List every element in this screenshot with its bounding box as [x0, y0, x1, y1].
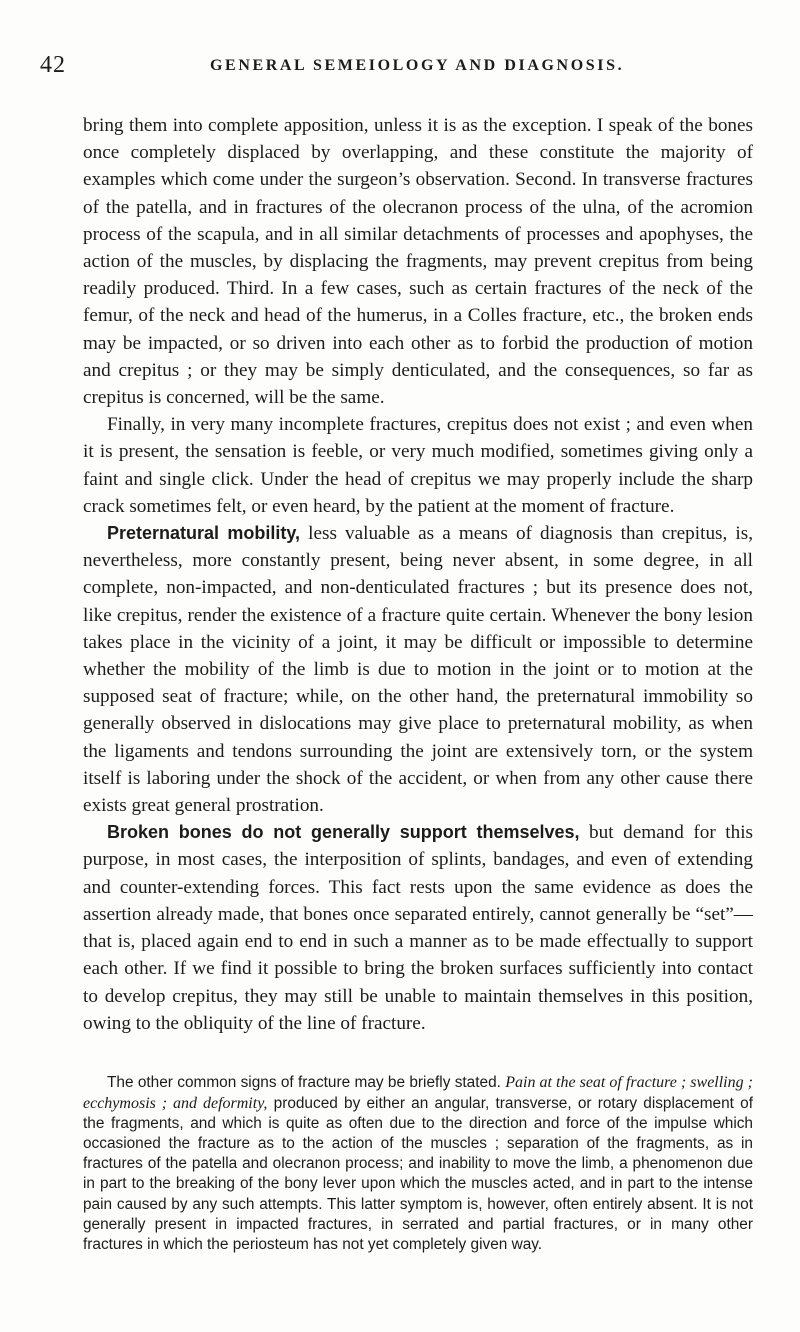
- paragraph-broken-bones: [83, 819, 753, 1037]
- note-text: produced by either an angular, transverse, or rotary displacement of the fragments, and which is quite as often due to the direction and force of the impulse which occasioned the fracture as to the action of the muscles ; separation of the fragments, as in fractures of the patella and olecranon process; and inability to move the limb, a phenomenon due in part to the breaking of the bony lever upon which the muscles acted, and in part to the intense pain caused by any such attempts. This latter symptom is, however, often entirely absent. It is not generally present in impacted fractures, in serrated and partial fractures, or in many other fractures in which the periosteum has not yet completely given way.: [83, 1094, 753, 1254]
- running-head: GENERAL SEMEIOLOGY AND DIAGNOSIS.: [210, 57, 625, 74]
- paragraph-continuation: bring them into complete apposition, unless it is as the exception. I speak of the bones once completely displaced by overlapping, and these constitute the majority of examples which come under the surgeon’s observation. Second. In transverse fractures of the patella, and in fractures of the olecranon process of the ulna, of the acromion process of the scapula, and in all similar detachments of processes and apophyses, the action of the muscles, by displacing the fragments, may prevent crepitus from being readily produced. Third. In a few cases, such as certain fractures of the neck of the femur, of the neck and head of the humerus, in a Colles fracture, etc., the broken ends may be impacted, or so driven into each other as to forbid the production of motion and crepitus ; or they may be simply denticulated, and the consequences, so far as crepitus is concerned, will be the same.: [83, 115, 753, 409]
- paragraph-preternatural-mobility: [83, 520, 753, 819]
- page-header: [40, 52, 760, 82]
- paragraph-text: less valuable as a means of diagnosis than crepitus, is, nevertheless, more constantly present, being never absent, in some degree, in all complete, non-impacted, and non-denticulated fractures ; but its presence does not, like crepitus, render the existence of a fracture quite certain. Whenever the bony lesion takes place in the vicinity of a joint, it may be difficult or impossible to determine whether the mobility of the limb is due to motion in the joint or to motion at the supposed seat of fracture; while, on the other hand, the preternatural immobility so generally observed in dislocations may give place to preternatural mobility, as when the ligaments and tendons surrounding the joint are extensively torn, or the system itself is laboring under the shock of the accident, or when from any other cause there exists great general prostration.: [83, 523, 753, 817]
- runin-heading-broken-bones: Broken bones do not generally support themselves,: [107, 822, 580, 843]
- main-text: [83, 112, 753, 1037]
- runin-heading-preternatural-mobility: Preternatural mobility,: [107, 523, 301, 544]
- small-print-paragraph: [83, 1073, 753, 1255]
- paragraph-crepitus-finally: Finally, in very many incomplete fractures, crepitus does not exist ; and even when it is present, the sensation is feeble, or very much modified, sometimes giving only a faint and single click. Under the head of crepitus we may properly include the sharp crack sometimes felt, or even heard, by the patient at the moment of fracture.: [83, 414, 753, 517]
- page-number: 42: [40, 52, 66, 78]
- paragraph-text: but demand for this purpose, in most cases, the interposition of splints, bandages, and even of extending and counter-extending forces. This fact rests upon the same evidence as does the assertion already made, that bones once separated entirely, cannot generally be “set”—that is, placed again end to end in such a manner as to be made effectually to support each other. If we find it possible to bring the broken surfaces sufficiently into contact to develop crepitus, they may still be unable to maintain themselves in this position, owing to the obliquity of the line of fracture.: [83, 822, 753, 1034]
- note-italic-signs: Pain at the seat of fracture ; swelling ; ecchymosis ; and deformity,: [83, 1074, 753, 1112]
- note-lead: The other common signs of fracture may be briefly stated.: [107, 1074, 506, 1092]
